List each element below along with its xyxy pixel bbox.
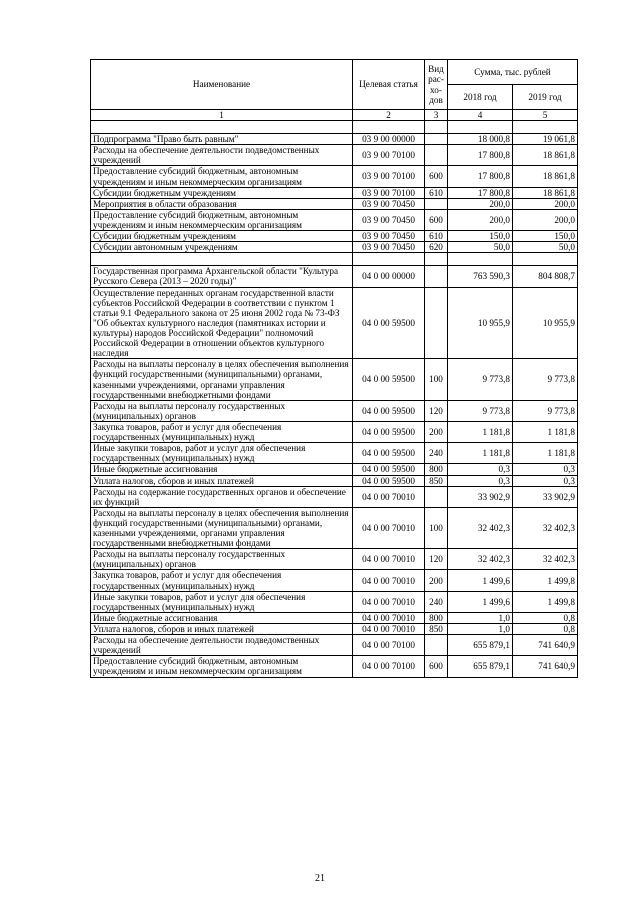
cell-sum-2018: 0,3 (448, 475, 513, 486)
cell-sum-2018: 1,0 (448, 624, 513, 635)
cell-target-code: 03 9 00 70100 (353, 166, 425, 187)
empty-cell (448, 121, 513, 134)
header-row (91, 60, 578, 85)
cell-sum-2019: 33 902,9 (513, 486, 578, 507)
cell-sum-2019: 1 499,8 (513, 591, 578, 612)
cell-name: Иные закупки товаров, работ и услуг для обеспечения государственных (муниципальных) нужд (91, 591, 353, 612)
cell-sum-2019: 200,0 (513, 209, 578, 230)
cell-name: Уплата налогов, сборов и иных платежей (91, 624, 353, 635)
cell-expense-type: 800 (425, 464, 448, 475)
cell-sum-2018: 0,3 (448, 464, 513, 475)
cell-target-code: 04 0 00 59500 (353, 443, 425, 464)
cell-expense-type: 600 (425, 209, 448, 230)
column-number: 4 (448, 110, 513, 121)
cell-name: Расходы на обеспечение деятельности подведомственных учреждений (91, 635, 353, 656)
empty-cell (353, 121, 425, 134)
table-row (91, 231, 578, 242)
cell-sum-2019: 19 061,8 (513, 134, 578, 145)
page-number: 21 (315, 873, 325, 884)
cell-target-code: 04 0 00 59500 (353, 421, 425, 442)
table-row (91, 209, 578, 230)
cell-name: Предоставление субсидий бюджетным, автономным учреждениям и иным некоммерческим организациям (91, 209, 353, 230)
cell-name: Иные бюджетные ассигнования (91, 612, 353, 623)
cell-name: Уплата налогов, сборов и иных платежей (91, 475, 353, 486)
table-row (91, 443, 578, 464)
header-name: Наименование (91, 60, 353, 110)
cell-expense-type: 100 (425, 359, 448, 400)
table-row (91, 570, 578, 591)
cell-sum-2018: 1 181,8 (448, 421, 513, 442)
column-number: 2 (353, 110, 425, 121)
table-row (91, 421, 578, 442)
cell-sum-2018: 200,0 (448, 209, 513, 230)
table-row (91, 507, 578, 548)
cell-expense-type: 120 (425, 549, 448, 570)
cell-sum-2019: 50,0 (513, 242, 578, 253)
cell-name: Закупка товаров, работ и услуг для обеспечения государственных (муниципальных) нужд (91, 570, 353, 591)
cell-sum-2019: 741 640,9 (513, 656, 578, 677)
empty-cell (91, 253, 353, 266)
cell-sum-2019: 1 499,8 (513, 570, 578, 591)
cell-sum-2018: 17 800,8 (448, 187, 513, 198)
empty-cell (91, 121, 353, 134)
column-number: 3 (425, 110, 448, 121)
table-row (91, 624, 578, 635)
cell-expense-type: 100 (425, 507, 448, 548)
cell-expense-type (425, 287, 448, 359)
cell-expense-type: 600 (425, 656, 448, 677)
cell-target-code: 04 0 00 70100 (353, 656, 425, 677)
cell-name: Расходы на выплаты персоналу государственных (муниципальных) органов (91, 549, 353, 570)
cell-sum-2019: 18 861,8 (513, 187, 578, 198)
table-row (91, 475, 578, 486)
header-sum: Сумма, тыс. рублей (448, 60, 578, 85)
cell-name: Субсидии бюджетным учреждениям (91, 187, 353, 198)
cell-sum-2018: 763 590,3 (448, 266, 513, 287)
column-numbers-row (91, 110, 578, 121)
cell-target-code: 04 0 00 70010 (353, 507, 425, 548)
table-row (91, 612, 578, 623)
table-row (91, 145, 578, 166)
cell-target-code: 04 0 00 70010 (353, 624, 425, 635)
cell-name: Расходы на выплаты персоналу в целях обеспечения выполнения функций государственными (муниципальными) органами, казенными учреждениями, органами управления государственными внебюджетными фондами (91, 507, 353, 548)
cell-expense-type (425, 145, 448, 166)
empty-cell (425, 253, 448, 266)
cell-name: Иные закупки товаров, работ и услуг для обеспечения государственных (муниципальных) нужд (91, 443, 353, 464)
cell-expense-type: 120 (425, 400, 448, 421)
header-type: Вид рас- хо- дов (425, 60, 448, 110)
cell-name: Иные бюджетные ассигнования (91, 464, 353, 475)
cell-expense-type (425, 635, 448, 656)
cell-sum-2019: 1 181,8 (513, 421, 578, 442)
cell-sum-2018: 10 955,9 (448, 287, 513, 359)
cell-sum-2018: 32 402,3 (448, 549, 513, 570)
column-number: 1 (91, 110, 353, 121)
table-row (91, 359, 578, 400)
cell-sum-2018: 655 879,1 (448, 656, 513, 677)
cell-expense-type (425, 266, 448, 287)
column-number: 5 (513, 110, 578, 121)
cell-name: Осуществление переданных органам государственной власти субъектов Российской Федерации в соответствии с пунктом 1 статьи 9.1 Федерального закона от 25 июня 2002 года № 73-ФЗ "Об объектах культурного наследия (памятниках истории и культуры) народов Российской Федерации" полномочий Российской Федерации в отношении объектов культурного наследия (91, 287, 353, 359)
cell-sum-2019: 32 402,3 (513, 549, 578, 570)
cell-sum-2018: 150,0 (448, 231, 513, 242)
table-row (91, 549, 578, 570)
cell-name: Мероприятия в области образования (91, 198, 353, 209)
header-code: Целевая статья (353, 60, 425, 110)
cell-target-code: 03 9 00 70450 (353, 209, 425, 230)
cell-sum-2018: 33 902,9 (448, 486, 513, 507)
empty-cell (425, 121, 448, 134)
cell-expense-type: 610 (425, 187, 448, 198)
cell-expense-type: 200 (425, 421, 448, 442)
program-row (91, 266, 578, 287)
table-row (91, 400, 578, 421)
cell-sum-2018: 18 000,8 (448, 134, 513, 145)
cell-sum-2019: 0,3 (513, 464, 578, 475)
cell-target-code: 04 0 00 70010 (353, 570, 425, 591)
cell-sum-2018: 50,0 (448, 242, 513, 253)
cell-sum-2019: 18 861,8 (513, 145, 578, 166)
table-row (91, 464, 578, 475)
cell-sum-2019: 9 773,8 (513, 400, 578, 421)
cell-name: Подпрограмма "Право быть равным" (91, 134, 353, 145)
budget-table (90, 59, 578, 678)
empty-cell (353, 253, 425, 266)
table-row (91, 242, 578, 253)
cell-sum-2018: 1 499,6 (448, 570, 513, 591)
cell-expense-type: 850 (425, 475, 448, 486)
header-year-2019: 2019 год (513, 85, 578, 110)
cell-expense-type: 240 (425, 443, 448, 464)
cell-sum-2018: 32 402,3 (448, 507, 513, 548)
cell-expense-type (425, 134, 448, 145)
cell-expense-type: 200 (425, 570, 448, 591)
table-row (91, 287, 578, 359)
cell-sum-2019: 10 955,9 (513, 287, 578, 359)
cell-target-code: 04 0 00 59500 (353, 400, 425, 421)
cell-sum-2018: 1 181,8 (448, 443, 513, 464)
table-row (91, 591, 578, 612)
cell-expense-type: 620 (425, 242, 448, 253)
cell-sum-2018: 200,0 (448, 198, 513, 209)
cell-target-code: 03 9 00 70450 (353, 198, 425, 209)
table-row (91, 486, 578, 507)
cell-name: Субсидии автономным учреждениям (91, 242, 353, 253)
cell-sum-2019: 741 640,9 (513, 635, 578, 656)
cell-target-code: 03 9 00 70450 (353, 231, 425, 242)
cell-sum-2019: 804 808,7 (513, 266, 578, 287)
spacer-row (91, 253, 578, 266)
cell-sum-2019: 0,8 (513, 612, 578, 623)
cell-target-code: 03 9 00 00000 (353, 134, 425, 145)
cell-sum-2019: 150,0 (513, 231, 578, 242)
empty-cell (513, 121, 578, 134)
cell-sum-2019: 0,3 (513, 475, 578, 486)
cell-sum-2019: 200,0 (513, 198, 578, 209)
cell-target-code: 04 0 00 59500 (353, 359, 425, 400)
table-row (91, 187, 578, 198)
cell-sum-2019: 1 181,8 (513, 443, 578, 464)
cell-expense-type: 800 (425, 612, 448, 623)
cell-sum-2018: 1,0 (448, 612, 513, 623)
cell-expense-type (425, 198, 448, 209)
empty-cell (513, 253, 578, 266)
cell-expense-type: 850 (425, 624, 448, 635)
cell-name: Расходы на выплаты персоналу в целях обеспечения выполнения функций государственными (муниципальными) органами, казенными учреждениями, органами управления государственными внебюджетными фондами (91, 359, 353, 400)
cell-target-code: 04 0 00 00000 (353, 266, 425, 287)
cell-target-code: 04 0 00 59500 (353, 464, 425, 475)
cell-sum-2019: 0,8 (513, 624, 578, 635)
cell-expense-type (425, 486, 448, 507)
program-row (91, 134, 578, 145)
cell-target-code: 03 9 00 70100 (353, 187, 425, 198)
cell-sum-2018: 9 773,8 (448, 400, 513, 421)
cell-name: Предоставление субсидий бюджетным, автономным учреждениям и иным некоммерческим организациям (91, 656, 353, 677)
cell-name: Расходы на содержание государственных органов и обеспечение их функций (91, 486, 353, 507)
cell-sum-2018: 17 800,8 (448, 145, 513, 166)
cell-sum-2018: 9 773,8 (448, 359, 513, 400)
cell-sum-2019: 32 402,3 (513, 507, 578, 548)
cell-target-code: 03 9 00 70450 (353, 242, 425, 253)
cell-expense-type: 610 (425, 231, 448, 242)
header-year-2018: 2018 год (448, 85, 513, 110)
cell-sum-2018: 655 879,1 (448, 635, 513, 656)
table-row (91, 198, 578, 209)
cell-name: Расходы на обеспечение деятельности подведомственных учреждений (91, 145, 353, 166)
cell-target-code: 04 0 00 70010 (353, 612, 425, 623)
cell-name: Расходы на выплаты персоналу государственных (муниципальных) органов (91, 400, 353, 421)
table-row (91, 635, 578, 656)
cell-name: Государственная программа Архангельской области "Культура Русского Севера (2013 – 2020 годы)" (91, 266, 353, 287)
cell-sum-2019: 18 861,8 (513, 166, 578, 187)
cell-expense-type: 600 (425, 166, 448, 187)
cell-target-code: 04 0 00 59500 (353, 287, 425, 359)
table-row (91, 166, 578, 187)
table-row (91, 656, 578, 677)
cell-sum-2018: 1 499,6 (448, 591, 513, 612)
cell-name: Предоставление субсидий бюджетным, автономным учреждениям и иным некоммерческим организациям (91, 166, 353, 187)
cell-sum-2019: 9 773,8 (513, 359, 578, 400)
cell-name: Закупка товаров, работ и услуг для обеспечения государственных (муниципальных) нужд (91, 421, 353, 442)
cell-sum-2018: 17 800,8 (448, 166, 513, 187)
cell-target-code: 04 0 00 70010 (353, 549, 425, 570)
cell-name: Субсидии бюджетным учреждениям (91, 231, 353, 242)
cell-target-code: 04 0 00 70010 (353, 486, 425, 507)
cell-target-code: 04 0 00 70010 (353, 591, 425, 612)
cell-target-code: 04 0 00 70100 (353, 635, 425, 656)
spacer-row (91, 121, 578, 134)
cell-expense-type: 240 (425, 591, 448, 612)
cell-target-code: 04 0 00 59500 (353, 475, 425, 486)
cell-target-code: 03 9 00 70100 (353, 145, 425, 166)
empty-cell (448, 253, 513, 266)
